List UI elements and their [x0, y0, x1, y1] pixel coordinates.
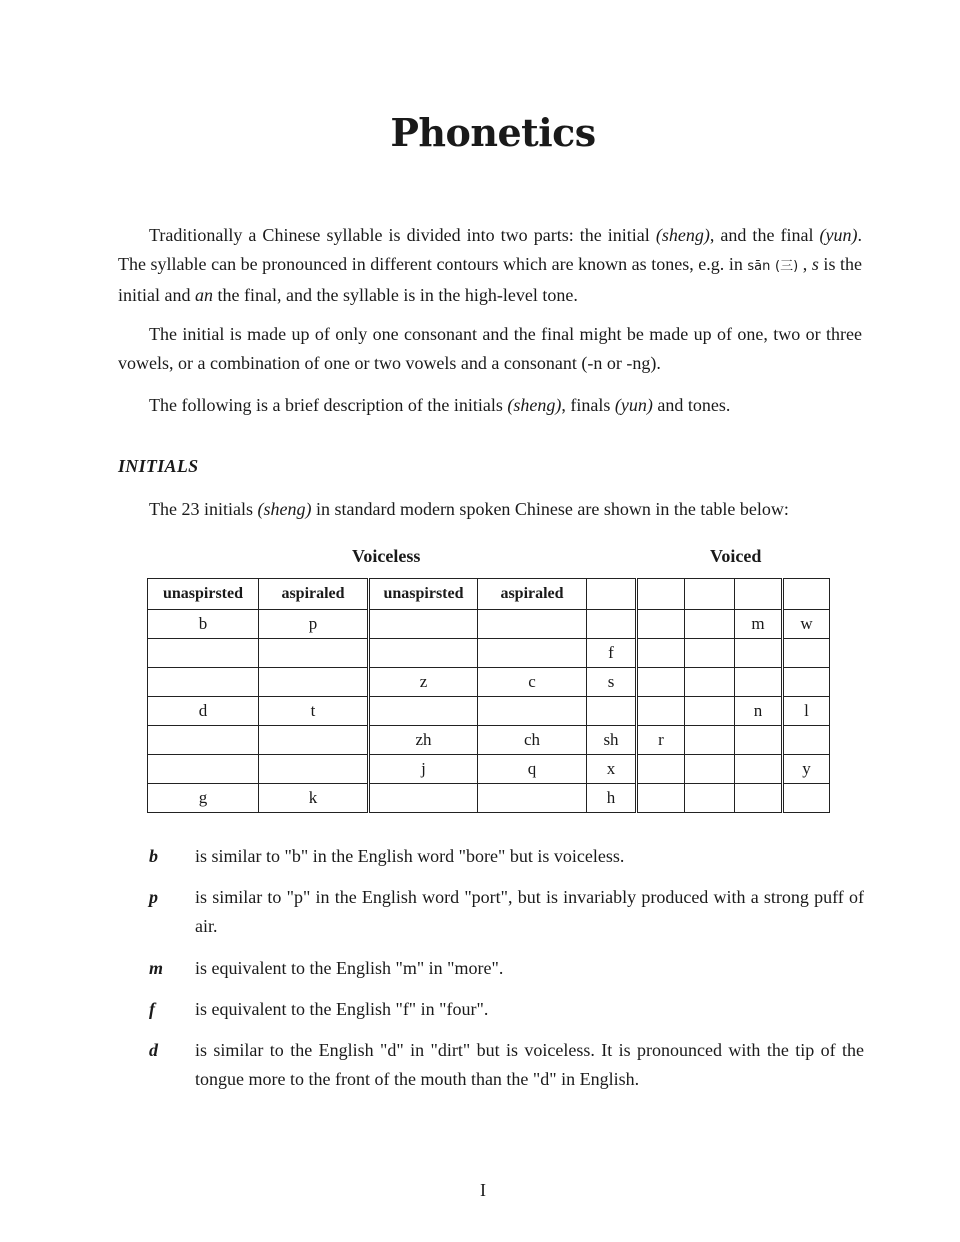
table-cell: sh: [587, 726, 637, 755]
table-cell: [735, 668, 783, 697]
table-cell: [369, 784, 478, 813]
table-cell: q: [478, 755, 587, 784]
table-cell: x: [587, 755, 637, 784]
description-letter: m: [149, 958, 164, 978]
table-cell: [637, 610, 685, 639]
description-text: is similar to the English "d" in "dirt" but is voiceless. It is pronounced with the tip of the tongue more to the front of the mouth than the "d" in English.: [195, 1040, 864, 1089]
table-cell: [735, 755, 783, 784]
table-cell: [685, 755, 735, 784]
table-cell: n: [735, 697, 783, 726]
table-cell: z: [369, 668, 478, 697]
table-cell: [685, 668, 735, 697]
table-cell: f: [587, 639, 637, 668]
table-cell: [685, 784, 735, 813]
table-cell: [783, 784, 830, 813]
intro-paragraph-2: The initial is made up of only one consonant and the final might be made up of one, two or three vowels, or a combination of one or two vowels and a consonant (-n or -ng).: [118, 324, 862, 373]
initials-table: [147, 578, 830, 813]
table-cell: [685, 726, 735, 755]
table-row: [148, 784, 830, 813]
table-cell: t: [259, 697, 369, 726]
table-cell: [735, 639, 783, 668]
description-item: [118, 954, 864, 983]
table-cell: [637, 755, 685, 784]
table-cell: m: [735, 610, 783, 639]
table-cell: [637, 668, 685, 697]
description-item: [118, 842, 864, 871]
table-row: [148, 639, 830, 668]
description-text: is equivalent to the English "m" in "more".: [195, 958, 504, 978]
voiced-label: Voiced: [710, 546, 762, 566]
table-cell: zh: [369, 726, 478, 755]
table-cell: [587, 610, 637, 639]
table-header-cell: [783, 579, 830, 610]
table-cell: [259, 668, 369, 697]
table-header-cell: unaspirsted: [148, 579, 259, 610]
description-text: is similar to "p" in the English word "port", but is invariably produced with a strong puff of air.: [195, 887, 864, 936]
table-header-cell: aspiraled: [478, 579, 587, 610]
table-cell: [478, 784, 587, 813]
table-cell: p: [259, 610, 369, 639]
description-item: [118, 1036, 864, 1094]
table-cell: [369, 639, 478, 668]
table-row: [148, 755, 830, 784]
description-item: [118, 883, 864, 941]
description-letter: f: [149, 999, 155, 1019]
table-cell: [783, 726, 830, 755]
table-header-cell: [735, 579, 783, 610]
table-cell: k: [259, 784, 369, 813]
table-cell: [369, 697, 478, 726]
table-cell: [637, 784, 685, 813]
table-cell: [685, 697, 735, 726]
table-cell: r: [637, 726, 685, 755]
table-header-cell: [685, 579, 735, 610]
intro-paragraph-1: Traditionally a Chinese syllable is divided into two parts: the initial (sheng), and the final (yun). The syllable can be pronounced in different contours which are known as tones, e.g. in sān (三) , s is the initial and an the final, and the syllable is in the high-level tone.: [118, 225, 863, 305]
table-cell: [637, 697, 685, 726]
table-cell: [259, 755, 369, 784]
table-cell: [148, 755, 259, 784]
table-row: [148, 668, 830, 697]
intro-paragraph-3: The following is a brief description of the initials (sheng), finals (yun) and tones.: [149, 395, 731, 415]
table-cell: [259, 726, 369, 755]
table-cell: [587, 697, 637, 726]
table-row: [148, 726, 830, 755]
table-cell: y: [783, 755, 830, 784]
table-header-cell: [637, 579, 685, 610]
table-cell: [369, 610, 478, 639]
table-cell: j: [369, 755, 478, 784]
table-cell: [478, 639, 587, 668]
table-cell: [148, 639, 259, 668]
table-cell: s: [587, 668, 637, 697]
table-cell: h: [587, 784, 637, 813]
table-cell: [783, 639, 830, 668]
table-cell: [148, 726, 259, 755]
voiceless-label: Voiceless: [352, 546, 421, 566]
table-cell: g: [148, 784, 259, 813]
table-cell: [685, 610, 735, 639]
table-header-cell: aspiraled: [259, 579, 369, 610]
table-cell: l: [783, 697, 830, 726]
table-cell: [783, 668, 830, 697]
table-cell: [478, 697, 587, 726]
description-letter: d: [149, 1040, 158, 1060]
table-cell: [685, 639, 735, 668]
table-header-cell: [587, 579, 637, 610]
table-cell: d: [148, 697, 259, 726]
page-title: Phonetics: [390, 110, 596, 155]
table-cell: b: [148, 610, 259, 639]
description-letter: b: [149, 846, 158, 866]
table-cell: [478, 610, 587, 639]
initials-intro: The 23 initials (sheng) in standard modern spoken Chinese are shown in the table below:: [149, 499, 789, 519]
table-cell: [735, 784, 783, 813]
table-cell: [148, 668, 259, 697]
table-cell: [735, 726, 783, 755]
table-cell: [637, 639, 685, 668]
table-cell: [259, 639, 369, 668]
table-row: [148, 610, 830, 639]
table-cell: ch: [478, 726, 587, 755]
table-header-cell: unaspirsted: [369, 579, 478, 610]
page-number: I: [480, 1180, 486, 1200]
table-cell: c: [478, 668, 587, 697]
initials-heading: INITIALS: [118, 456, 199, 476]
description-text: is similar to "b" in the English word "bore" but is voiceless.: [195, 846, 625, 866]
description-item: [118, 995, 864, 1024]
table-cell: w: [783, 610, 830, 639]
description-text: is equivalent to the English "f" in "four".: [195, 999, 489, 1019]
description-letter: p: [149, 887, 158, 907]
table-row: [148, 697, 830, 726]
table-header-row: [148, 579, 830, 610]
